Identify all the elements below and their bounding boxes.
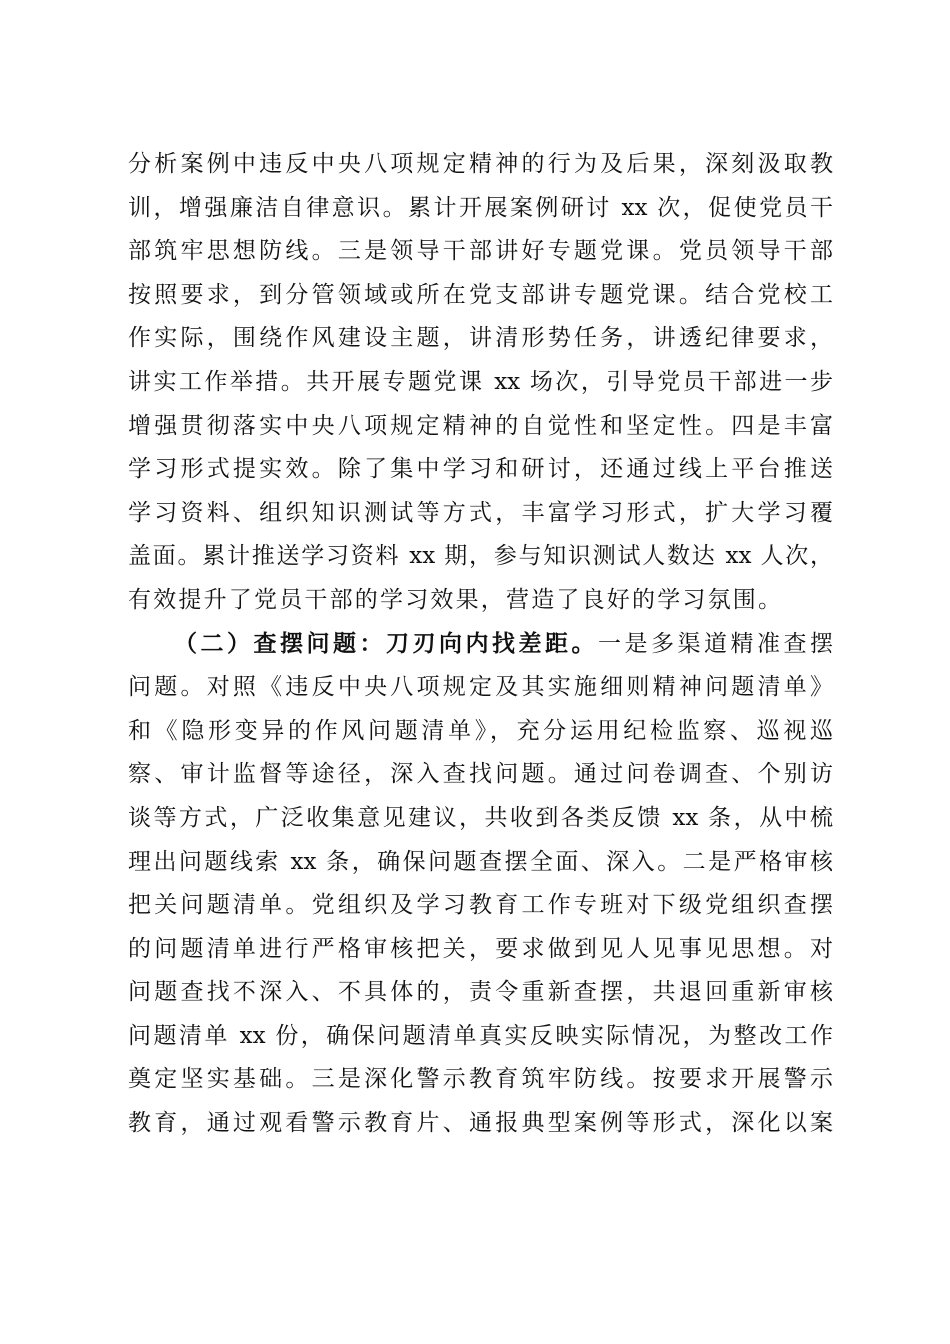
- paragraph-line: 谈等方式，广泛收集意见建议，共收到各类反馈 xx 条，从中梳: [128, 804, 833, 831]
- paragraph-line: 有效提升了党员干部的学习效果，营造了良好的学习氛围。: [128, 586, 784, 613]
- paragraph-line: 按照要求，到分管领域或所在党支部讲专题党课。结合党校工: [128, 281, 833, 308]
- paragraph-line: 的问题清单进行严格审核把关，要求做到见人见事见思想。对: [128, 935, 833, 962]
- paragraph-line: 问题。对照《违反中央八项规定及其实施细则精神问题清单》: [128, 674, 833, 701]
- paragraph-line: 学习形式提实效。除了集中学习和研讨，还通过线上平台推送: [128, 456, 833, 483]
- paragraph-line: 察、审计监督等途径，深入查找问题。通过问卷调查、个别访: [128, 761, 833, 788]
- paragraph-line: 问题查找不深入、不具体的，责令重新查摆，共退回重新审核: [128, 979, 833, 1006]
- paragraph-line: 和《隐形变异的作风问题清单》，充分运用纪检监察、巡视巡: [128, 717, 833, 744]
- section-2-first-line-rest: 一是多渠道精准查摆: [598, 630, 833, 657]
- section-2-heading: （二）查摆问题：刀刃向内找差距。: [174, 630, 598, 657]
- paragraph-line: 把关问题清单。党组织及学习教育工作专班对下级党组织查摆: [128, 892, 833, 919]
- paragraph-line: 教育，通过观看警示教育片、通报典型案例等形式，深化以案: [128, 1110, 833, 1137]
- paragraph-line: 盖面。累计推送学习资料 xx 期，参与知识测试人数达 xx 人次，: [128, 543, 833, 570]
- paragraph-line: 理出问题线索 xx 条，确保问题查摆全面、深入。二是严格审核: [128, 848, 833, 875]
- paragraph-line: 问题清单 xx 份，确保问题清单真实反映实际情况，为整改工作: [128, 1022, 833, 1049]
- paragraph-line: 讲实工作举措。共开展专题党课 xx 场次，引导党员干部进一步: [128, 368, 833, 395]
- section-2-first-line: [128, 623, 833, 667]
- paragraph-line: 作实际，围绕作风建设主题，讲清形势任务，讲透纪律要求，: [128, 325, 833, 352]
- paragraph-line: 分析案例中违反中央八项规定精神的行为及后果，深刻汲取教: [128, 151, 833, 177]
- paragraph-line: 训，增强廉洁自律意识。累计开展案例研讨 xx 次，促使党员干: [128, 194, 833, 221]
- paragraph-line: 增强贯彻落实中央八项规定精神的自觉性和坚定性。四是丰富: [128, 412, 833, 439]
- paragraph-line: 奠定坚实基础。三是深化警示教育筑牢防线。按要求开展警示: [128, 1066, 833, 1093]
- document-body: [128, 143, 833, 1146]
- paragraph-line: 部筑牢思想防线。三是领导干部讲好专题党课。党员领导干部: [128, 238, 833, 265]
- paragraph-line: 学习资料、组织知识测试等方式，丰富学习形式，扩大学习覆: [128, 499, 833, 526]
